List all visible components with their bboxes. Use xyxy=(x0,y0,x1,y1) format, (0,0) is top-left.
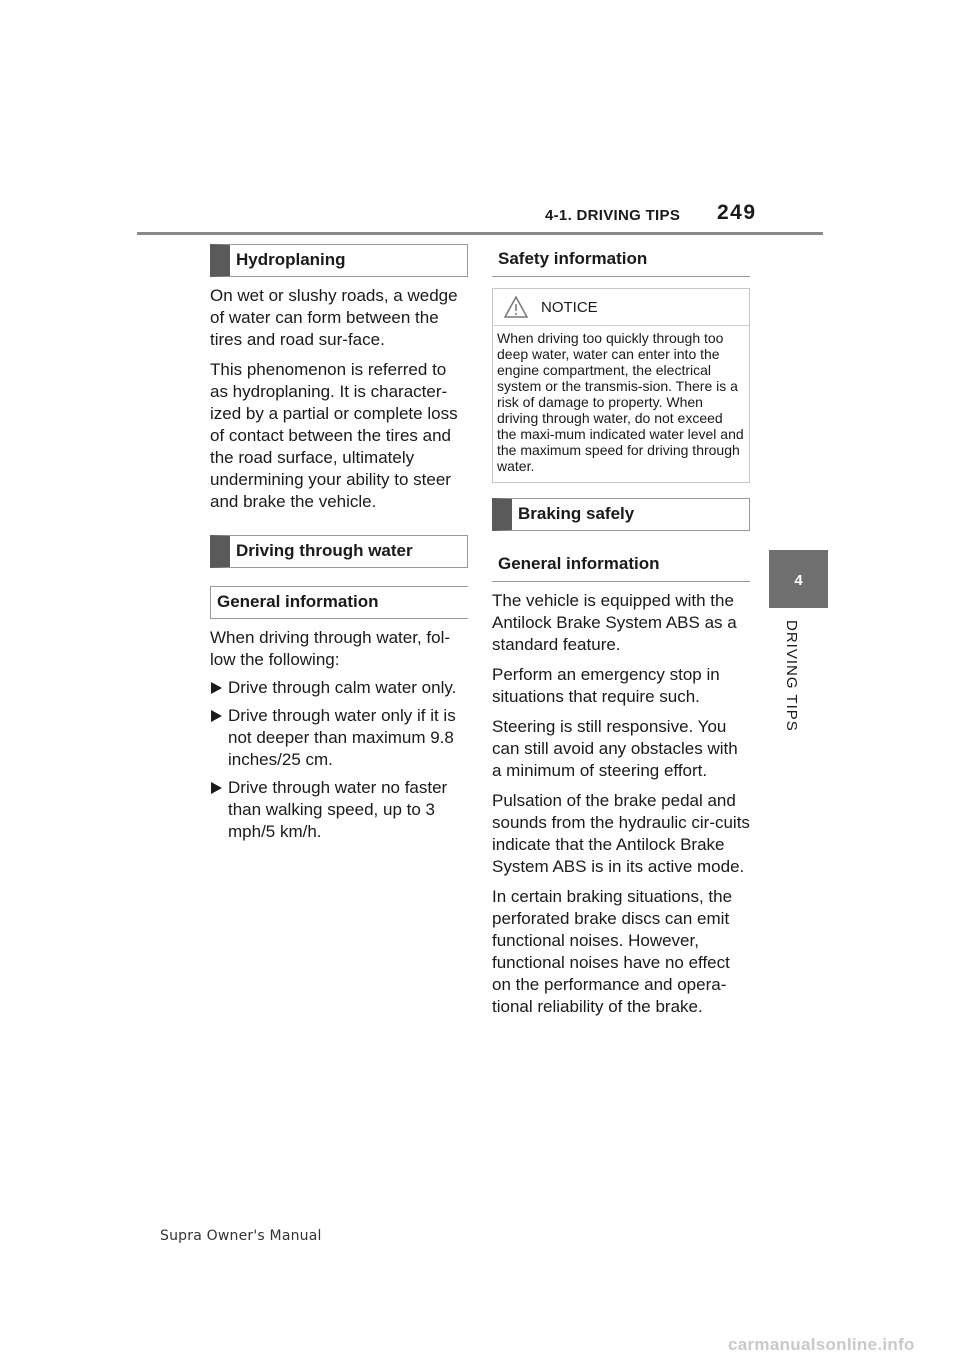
list-item xyxy=(210,777,468,843)
page-number: 249 xyxy=(717,201,757,224)
notice-box xyxy=(492,288,750,483)
water-intro-paragraph: When driving through water, fol-low the following: xyxy=(210,628,451,669)
triangle-bullet-icon xyxy=(210,709,223,723)
header-divider xyxy=(137,232,823,235)
right-column xyxy=(492,244,750,1018)
braking-paragraph-2: Perform an emergency stop in situations that require such. xyxy=(492,665,720,706)
section-title: 4-1. DRIVING TIPS xyxy=(545,207,681,224)
watermark: carmanualsonline.info xyxy=(728,1335,915,1354)
hydroplaning-heading: Hydroplaning xyxy=(210,244,468,277)
bullet-text: Drive through water only if it is not deeper than maximum 9.8 inches/25 cm. xyxy=(228,706,456,769)
braking-safely-heading: Braking safely xyxy=(492,498,750,531)
list-item xyxy=(210,677,468,699)
braking-paragraph-3: Steering is still responsive. You can still avoid any obstacles with a minimum of steering effort. xyxy=(492,717,738,780)
notice-header xyxy=(497,295,745,319)
braking-paragraph-1: The vehicle is equipped with the Antilock Brake System ABS as a standard feature. xyxy=(492,591,737,654)
bullet-text: Drive through water no faster than walking speed, up to 3 mph/5 km/h. xyxy=(228,778,448,841)
triangle-bullet-icon xyxy=(210,781,223,795)
hydroplaning-paragraph-1: On wet or slushy roads, a wedge of water can form between the tires and road sur-face. xyxy=(210,286,458,349)
notice-divider xyxy=(493,325,749,326)
warning-triangle-icon xyxy=(503,295,529,319)
water-general-information-heading: General information xyxy=(210,586,468,619)
left-column xyxy=(210,244,468,843)
water-bullet-list xyxy=(210,677,468,843)
notice-text: When driving too quickly through too deep water, water can enter into the engine compartment, the electrical system or the transmis-sion. There is a risk of damage to property. When driving through water, do not exceed the maxi-mum indicated water level and the maximum speed for driving through water. xyxy=(497,330,744,474)
manual-title-footer: Supra Owner's Manual xyxy=(160,1228,322,1244)
chapter-tab: 4 xyxy=(769,550,828,608)
list-item xyxy=(210,705,468,771)
safety-information-heading: Safety information xyxy=(492,244,750,277)
braking-paragraph-5: In certain braking situations, the perforated brake discs can emit functional noises. However, functional noises have no effect on the performance and opera-tional reliability of the brake. xyxy=(492,887,733,1016)
chapter-label: DRIVING TIPS xyxy=(783,620,800,732)
braking-general-information-heading: General information xyxy=(492,549,750,582)
driving-through-water-heading: Driving through water xyxy=(210,535,468,568)
braking-paragraph-4: Pulsation of the brake pedal and sounds from the hydraulic cir-cuits indicate that the Antilock Brake System ABS is in its active mode. xyxy=(492,791,750,876)
hydroplaning-paragraph-2: This phenomenon is referred to as hydroplaning. It is character-ized by a partial or complete loss of contact between the tires and the road surface, ultimately undermining your ability to steer and brake the vehicle. xyxy=(210,360,458,511)
notice-title: NOTICE xyxy=(541,298,598,316)
bullet-text: Drive through calm water only. xyxy=(228,678,457,697)
triangle-bullet-icon xyxy=(210,681,223,695)
